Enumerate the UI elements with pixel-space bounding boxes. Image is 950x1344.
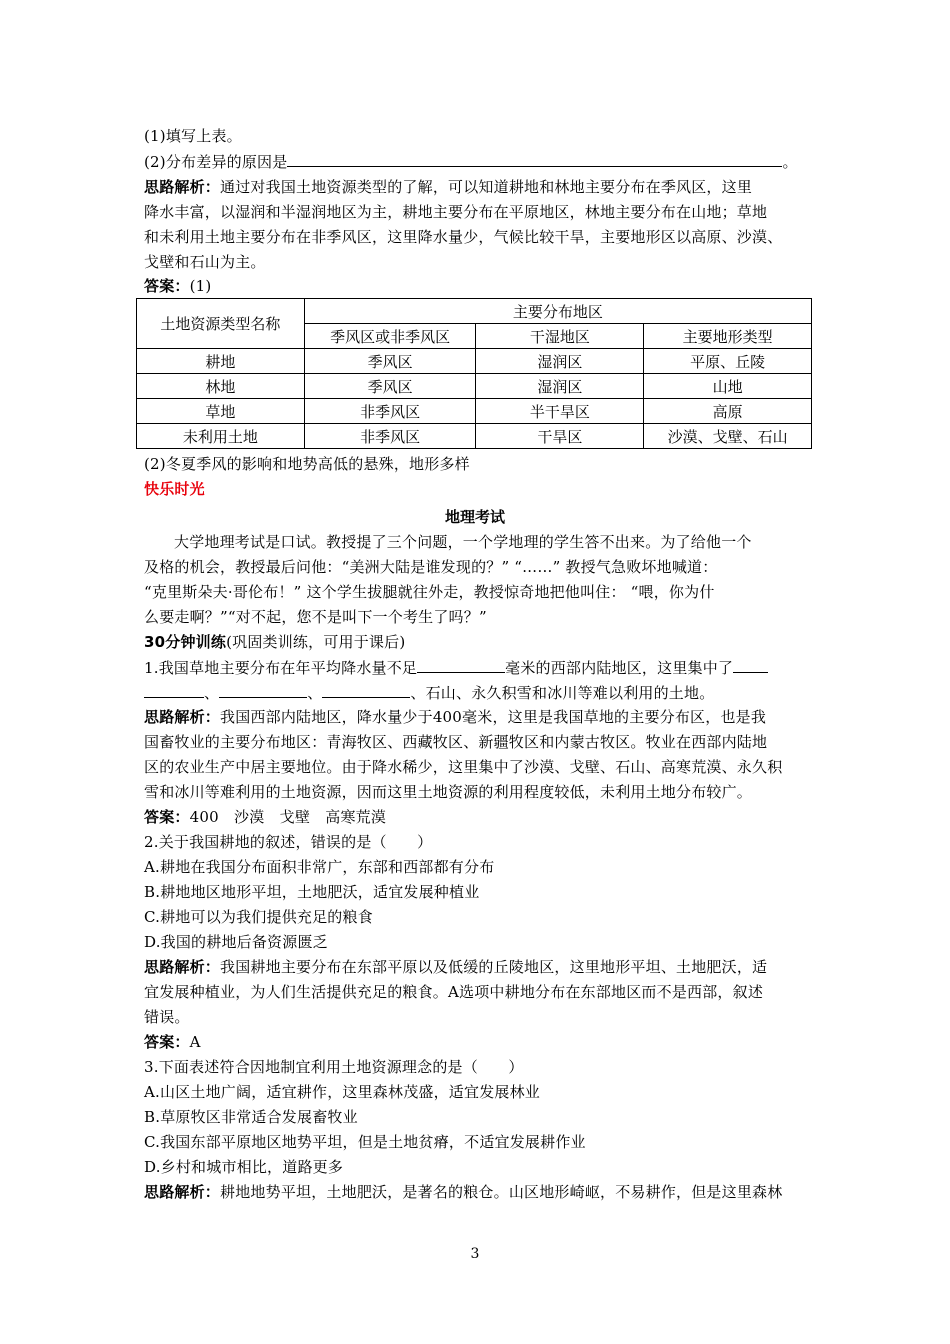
analysis-1-line-4: 戈壁和石山为主。: [144, 253, 266, 271]
table-cell: 耕地: [137, 349, 305, 374]
section-heading: [144, 630, 844, 655]
q3-option-c: C.我国东部平原地区地势平坦，但是土地贫瘠，不适宜发展耕作业: [144, 1133, 586, 1151]
story-line-2: 及格的机会，教授最后问他：“美洲大陆是谁发现的？” “……” 教授气急败坏地喊道：: [144, 558, 718, 576]
q-top-end: 。: [782, 153, 798, 171]
q2-option-d: D.我国的耕地后备资源匮乏: [144, 933, 328, 951]
q2-stem: 2.关于我国耕地的叙述，错误的是（ ）: [144, 833, 433, 851]
q1-sep: 、: [204, 684, 220, 702]
page-number: 3: [470, 1246, 480, 1262]
answer-label: 答案：: [144, 277, 190, 295]
table-subheader: 主要地形类型: [644, 324, 812, 349]
q3-option-d: D.乡村和城市相比，道路更多: [144, 1158, 344, 1176]
analysis-4-line-1: [144, 1180, 844, 1205]
answer-text: A: [189, 1033, 201, 1051]
answer-text: 400 沙漠 戈壁 高寒荒漠: [189, 808, 387, 826]
story-line-1: 大学地理考试是口试。教授提了三个问题，一个学地理的学生答不出来。为了给他一个: [174, 533, 752, 551]
analysis-label: 思路解析：: [144, 178, 221, 196]
analysis-2-line-3: 区的农业生产中居主要地位。由于降水稀少，这里集中了沙漠、戈壁、石山、高寒荒漠、永久积: [144, 758, 783, 776]
table-cell: 平原、丘陵: [644, 349, 812, 374]
table-cell: 高原: [644, 399, 812, 424]
table-cell: 林地: [137, 374, 305, 399]
answer-blank: [417, 655, 505, 673]
q-top-line-2: [144, 149, 844, 175]
q3-option-b: B.草原牧区非常适合发展畜牧业: [144, 1108, 358, 1126]
answer-1-part-2: (2)冬夏季风的影响和地势高低的悬殊，地形多样: [144, 455, 470, 473]
story-title: 地理考试: [444, 508, 505, 526]
story-line-3: “克里斯朵夫·哥伦布！” 这个学生拔腿就往外走，教授惊奇地把他叫住： “喂，你为什: [144, 583, 715, 601]
table-row: [137, 374, 812, 399]
answer-1: [144, 274, 844, 299]
q2-option-c: C.耕地可以为我们提供充足的粮食: [144, 908, 373, 926]
analysis-2-line-1: [144, 705, 844, 730]
table-cell: 湿润区: [476, 374, 644, 399]
answer-2: [144, 805, 844, 830]
analysis-3-line-1: [144, 955, 844, 980]
answer-3: [144, 1030, 844, 1055]
table-row: [137, 399, 812, 424]
happy-time-heading: 快乐时光: [144, 480, 205, 498]
q1-text: 、石山、永久积雪和冰川等难以利用的土地。: [410, 684, 715, 702]
table-subheader: 干湿地区: [476, 324, 644, 349]
analysis-1-line-3: 和未利用土地主要分布在非季风区，这里降水量少，气候比较干旱，主要地形区以高原、沙漠、: [144, 228, 783, 246]
answer-blank: [322, 680, 410, 698]
q3-option-a: A.山区土地广阔，适宜耕作，这里森林茂盛，适宜发展林业: [144, 1083, 541, 1101]
answer-blank: [287, 149, 782, 167]
table-cell: 沙漠、戈壁、石山: [644, 424, 812, 449]
table-header-main: 主要分布地区: [304, 299, 811, 324]
answer-label: 答案：: [144, 1033, 190, 1051]
answer-text: (1): [189, 277, 212, 295]
analysis-1-line-2: 降水丰富，以湿润和半湿润地区为主，耕地主要分布在平原地区，林地主要分布在山地；草地: [144, 203, 768, 221]
table-cell: 湿润区: [476, 349, 644, 374]
q1-line-2: [144, 680, 844, 706]
table-cell: 干旱区: [476, 424, 644, 449]
table-cell: 未利用土地: [137, 424, 305, 449]
table-cell: 山地: [644, 374, 812, 399]
table-header-type: 土地资源类型名称: [137, 299, 305, 349]
answer-blank: [733, 655, 768, 673]
table-cell: 草地: [137, 399, 305, 424]
table-cell: 非季风区: [304, 424, 476, 449]
table-cell: 非季风区: [304, 399, 476, 424]
q3-stem: 3.下面表述符合因地制宜利用土地资源理念的是（ ）: [144, 1058, 524, 1076]
section-title: 30分钟训练: [144, 633, 227, 651]
answer-blank: [219, 680, 307, 698]
q2-option-b: B.耕地地区地形平坦，土地肥沃，适宜发展种植业: [144, 883, 480, 901]
answer-blank: [144, 680, 204, 698]
q1-line-1: [144, 655, 844, 681]
analysis-label: 思路解析：: [144, 958, 221, 976]
answer-table: [136, 298, 812, 449]
section-note: (巩固类训练，可用于课后): [226, 633, 406, 651]
table-cell: 季风区: [304, 374, 476, 399]
q1-text: 1.我国草地主要分布在年平均降水量不足: [144, 659, 418, 677]
table-subheader: 季风区或非季风区: [304, 324, 476, 349]
table-row: [137, 424, 812, 449]
analysis-text: 我国西部内陆地区，降水量少于400毫米，这里是我国草地的主要分布区，也是我: [220, 708, 767, 726]
q1-sep: 、: [307, 684, 323, 702]
q2-option-a: A.耕地在我国分布面积非常广，东部和西部都有分布: [144, 858, 495, 876]
analysis-2-line-4: 雪和冰川等难利用的土地资源，因而这里土地资源的利用程度较低，未利用土地分布较广。: [144, 783, 753, 801]
analysis-3-line-3: 错误。: [144, 1008, 190, 1026]
q-top-prefix: (2)分布差异的原因是: [144, 153, 288, 171]
analysis-2-line-2: 国畜牧业的主要分布地区：青海牧区、西藏牧区、新疆牧区和内蒙古牧区。牧业在西部内陆地: [144, 733, 768, 751]
table-row: [137, 349, 812, 374]
table-cell: 半干旱区: [476, 399, 644, 424]
analysis-label: 思路解析：: [144, 708, 221, 726]
analysis-text: 耕地地势平坦，土地肥沃，是著名的粮仓。山区地形崎岖，不易耕作，但是这里森林: [220, 1183, 783, 1201]
analysis-1-line-1: [144, 175, 844, 200]
analysis-label: 思路解析：: [144, 1183, 221, 1201]
analysis-3-line-2: 宜发展种植业，为人们生活提供充足的粮食。A选项中耕地分布在东部地区而不是西部，叙述: [144, 983, 764, 1001]
analysis-text: 通过对我国土地资源类型的了解，可以知道耕地和林地主要分布在季风区，这里: [220, 178, 753, 196]
table-cell: 季风区: [304, 349, 476, 374]
analysis-text: 我国耕地主要分布在东部平原以及低缓的丘陵地区，这里地形平坦、土地肥沃，适: [220, 958, 768, 976]
q1-text: 毫米的西部内陆地区，这里集中了: [505, 659, 734, 677]
answer-label: 答案：: [144, 808, 190, 826]
story-line-4: 么要走啊？”“对不起，您不是叫下一个考生了吗？”: [144, 608, 487, 626]
q-top-line-1: (1)填写上表。: [144, 127, 242, 145]
